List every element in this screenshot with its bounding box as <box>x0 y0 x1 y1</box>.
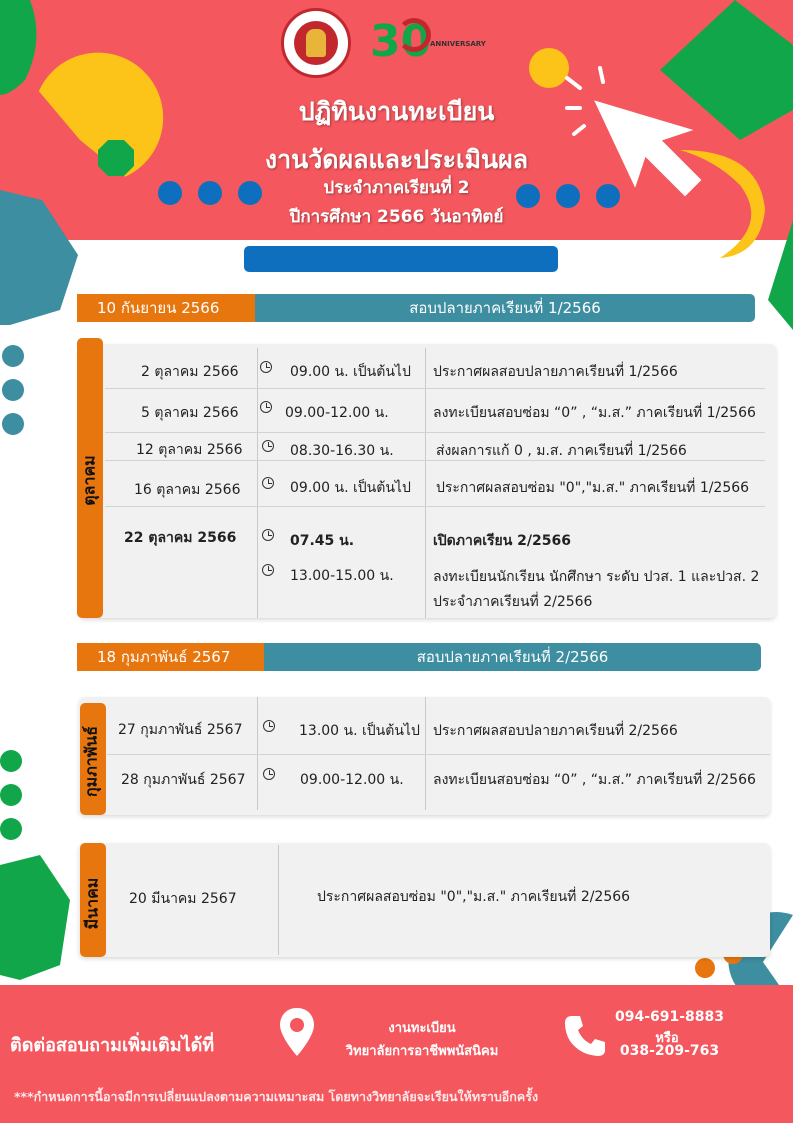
exam-date: 18 กุมภาพันธ์ 2567 <box>77 643 264 671</box>
phone-number-1[interactable]: 094-691-8883 <box>614 1009 725 1025</box>
green-shape-top-left <box>0 0 36 95</box>
exam-label: สอบปลายภาคเรียนที่ 2/2566 <box>416 648 609 666</box>
month-label-october: ตุลาคม <box>79 455 99 506</box>
anniversary-logo <box>370 12 485 74</box>
row-divider <box>105 388 765 389</box>
green-triangle-right <box>768 220 793 330</box>
clock-icon <box>262 477 274 489</box>
row-divider <box>107 754 770 755</box>
office-line-1: งานทะเบียน <box>388 1021 456 1036</box>
title-line-1: ปฏิทินงานทะเบียน <box>298 97 495 126</box>
phone-number-2[interactable]: 038-209-763 <box>619 1043 720 1059</box>
row-date: 22 ตุลาคม 2566 <box>124 530 237 546</box>
exam-label: สอบปลายภาคเรียนที่ 1/2566 <box>409 299 601 317</box>
row-desc: ประกาศผลสอบซ่อม "0","ม.ส." ภาคเรียนที่ 1/2566 <box>436 480 750 496</box>
row-time: 09.00 น. เป็นต้นไป <box>290 364 411 380</box>
clock-icon <box>260 361 272 373</box>
row-desc: ประกาศผลสอบปลายภาคเรียนที่ 1/2566 <box>433 364 678 380</box>
green-dot <box>0 784 22 806</box>
exam-bar-term-2 <box>77 643 761 671</box>
anniversary-label: ANNIVERSARY <box>430 40 486 48</box>
location-pin-icon <box>278 1006 316 1058</box>
title-line-2: งานวัดผลและประเมินผล <box>264 145 529 174</box>
clock-icon <box>262 564 274 576</box>
row-desc: ส่งผลการแก้ 0 , ม.ส. ภาคเรียนที่ 1/2566 <box>436 443 687 459</box>
green-hexagon-bottom-left <box>0 855 75 985</box>
title-line-3: ประจำภาคเรียนที่ 2 <box>323 178 470 198</box>
college-logo <box>281 8 351 78</box>
green-dot <box>0 750 22 772</box>
clock-icon <box>263 768 275 780</box>
row-date: 2 ตุลาคม 2566 <box>141 364 239 380</box>
contact-label: ติดต่อสอบถามเพิ่มเติมได้ที่ <box>10 1035 215 1056</box>
clock-icon <box>260 401 272 413</box>
phone-icon <box>562 1013 608 1059</box>
yellow-circle <box>529 48 569 88</box>
blue-banner <box>244 246 558 272</box>
row-desc: ลงทะเบียนนักเรียน นักศึกษา ระดับ ปวส. 1 และปวส. 2 <box>433 569 760 585</box>
row-time: 08.30-16.30 น. <box>290 443 394 459</box>
row-divider <box>105 506 765 507</box>
office-line-2: วิทยาลัยการอาชีพพนัสนิคม <box>345 1044 499 1059</box>
row-date: 20 มีนาคม 2567 <box>129 891 237 907</box>
month-label-march: มีนาคม <box>82 877 102 930</box>
row-time: 09.00 น. เป็นต้นไป <box>290 480 411 496</box>
row-time: 07.45 น. <box>290 533 355 549</box>
row-desc: ประกาศผลสอบซ่อม "0","ม.ส." ภาคเรียนที่ 2/2566 <box>317 889 631 905</box>
row-date: 5 ตุลาคม 2566 <box>141 405 239 421</box>
month-label-february: กุมภาพันธ์ <box>81 726 101 798</box>
row-date: 12 ตุลาคม 2566 <box>136 442 243 458</box>
clock-icon <box>263 720 275 732</box>
row-desc: ลงทะเบียนสอบซ่อม “0” , “ม.ส.” ภาคเรียนที่ 1/2566 <box>433 405 756 421</box>
row-date: 27 กุมภาพันธ์ 2567 <box>118 722 243 738</box>
green-dot <box>0 818 22 840</box>
teal-dot <box>2 413 24 435</box>
row-desc: ประจำภาคเรียนที่ 2/2566 <box>433 594 593 610</box>
row-divider <box>105 432 765 433</box>
footer-note: ***กำหนดการนี้อาจมีการเปลี่ยนแปลงตามความเหมาะสม โดยทางวิทยาลัยจะเรียนให้ทราบอีกครั้ง <box>14 1089 539 1104</box>
or-text: หรือ <box>655 1031 679 1046</box>
row-desc: ประกาศผลสอบปลายภาคเรียนที่ 2/2566 <box>433 723 678 739</box>
row-date: 16 ตุลาคม 2566 <box>134 482 241 498</box>
row-date: 28 กุมภาพันธ์ 2567 <box>121 772 246 788</box>
row-time: 13.00 น. เป็นต้นไป <box>299 723 420 739</box>
clock-icon <box>262 529 274 541</box>
row-time: 09.00-12.00 น. <box>285 405 389 421</box>
anniversary-number: 30 <box>370 16 432 67</box>
row-desc: ลงทะเบียนสอบซ่อม “0” , “ม.ส.” ภาคเรียนที่ 2/2566 <box>433 772 756 788</box>
row-time: 09.00-12.00 น. <box>300 772 404 788</box>
row-time: 13.00-15.00 น. <box>290 568 394 584</box>
exam-bar-term-1 <box>77 294 755 322</box>
teal-dot <box>2 345 24 367</box>
row-desc: เปิดภาคเรียน 2/2566 <box>433 533 571 549</box>
teal-dot <box>2 379 24 401</box>
exam-date: 10 กันยายน 2566 <box>77 294 255 322</box>
title-line-4: ปีการศึกษา 2566 วันอาทิตย์ <box>289 207 504 227</box>
clock-icon <box>262 440 274 452</box>
column-divider <box>278 845 279 955</box>
